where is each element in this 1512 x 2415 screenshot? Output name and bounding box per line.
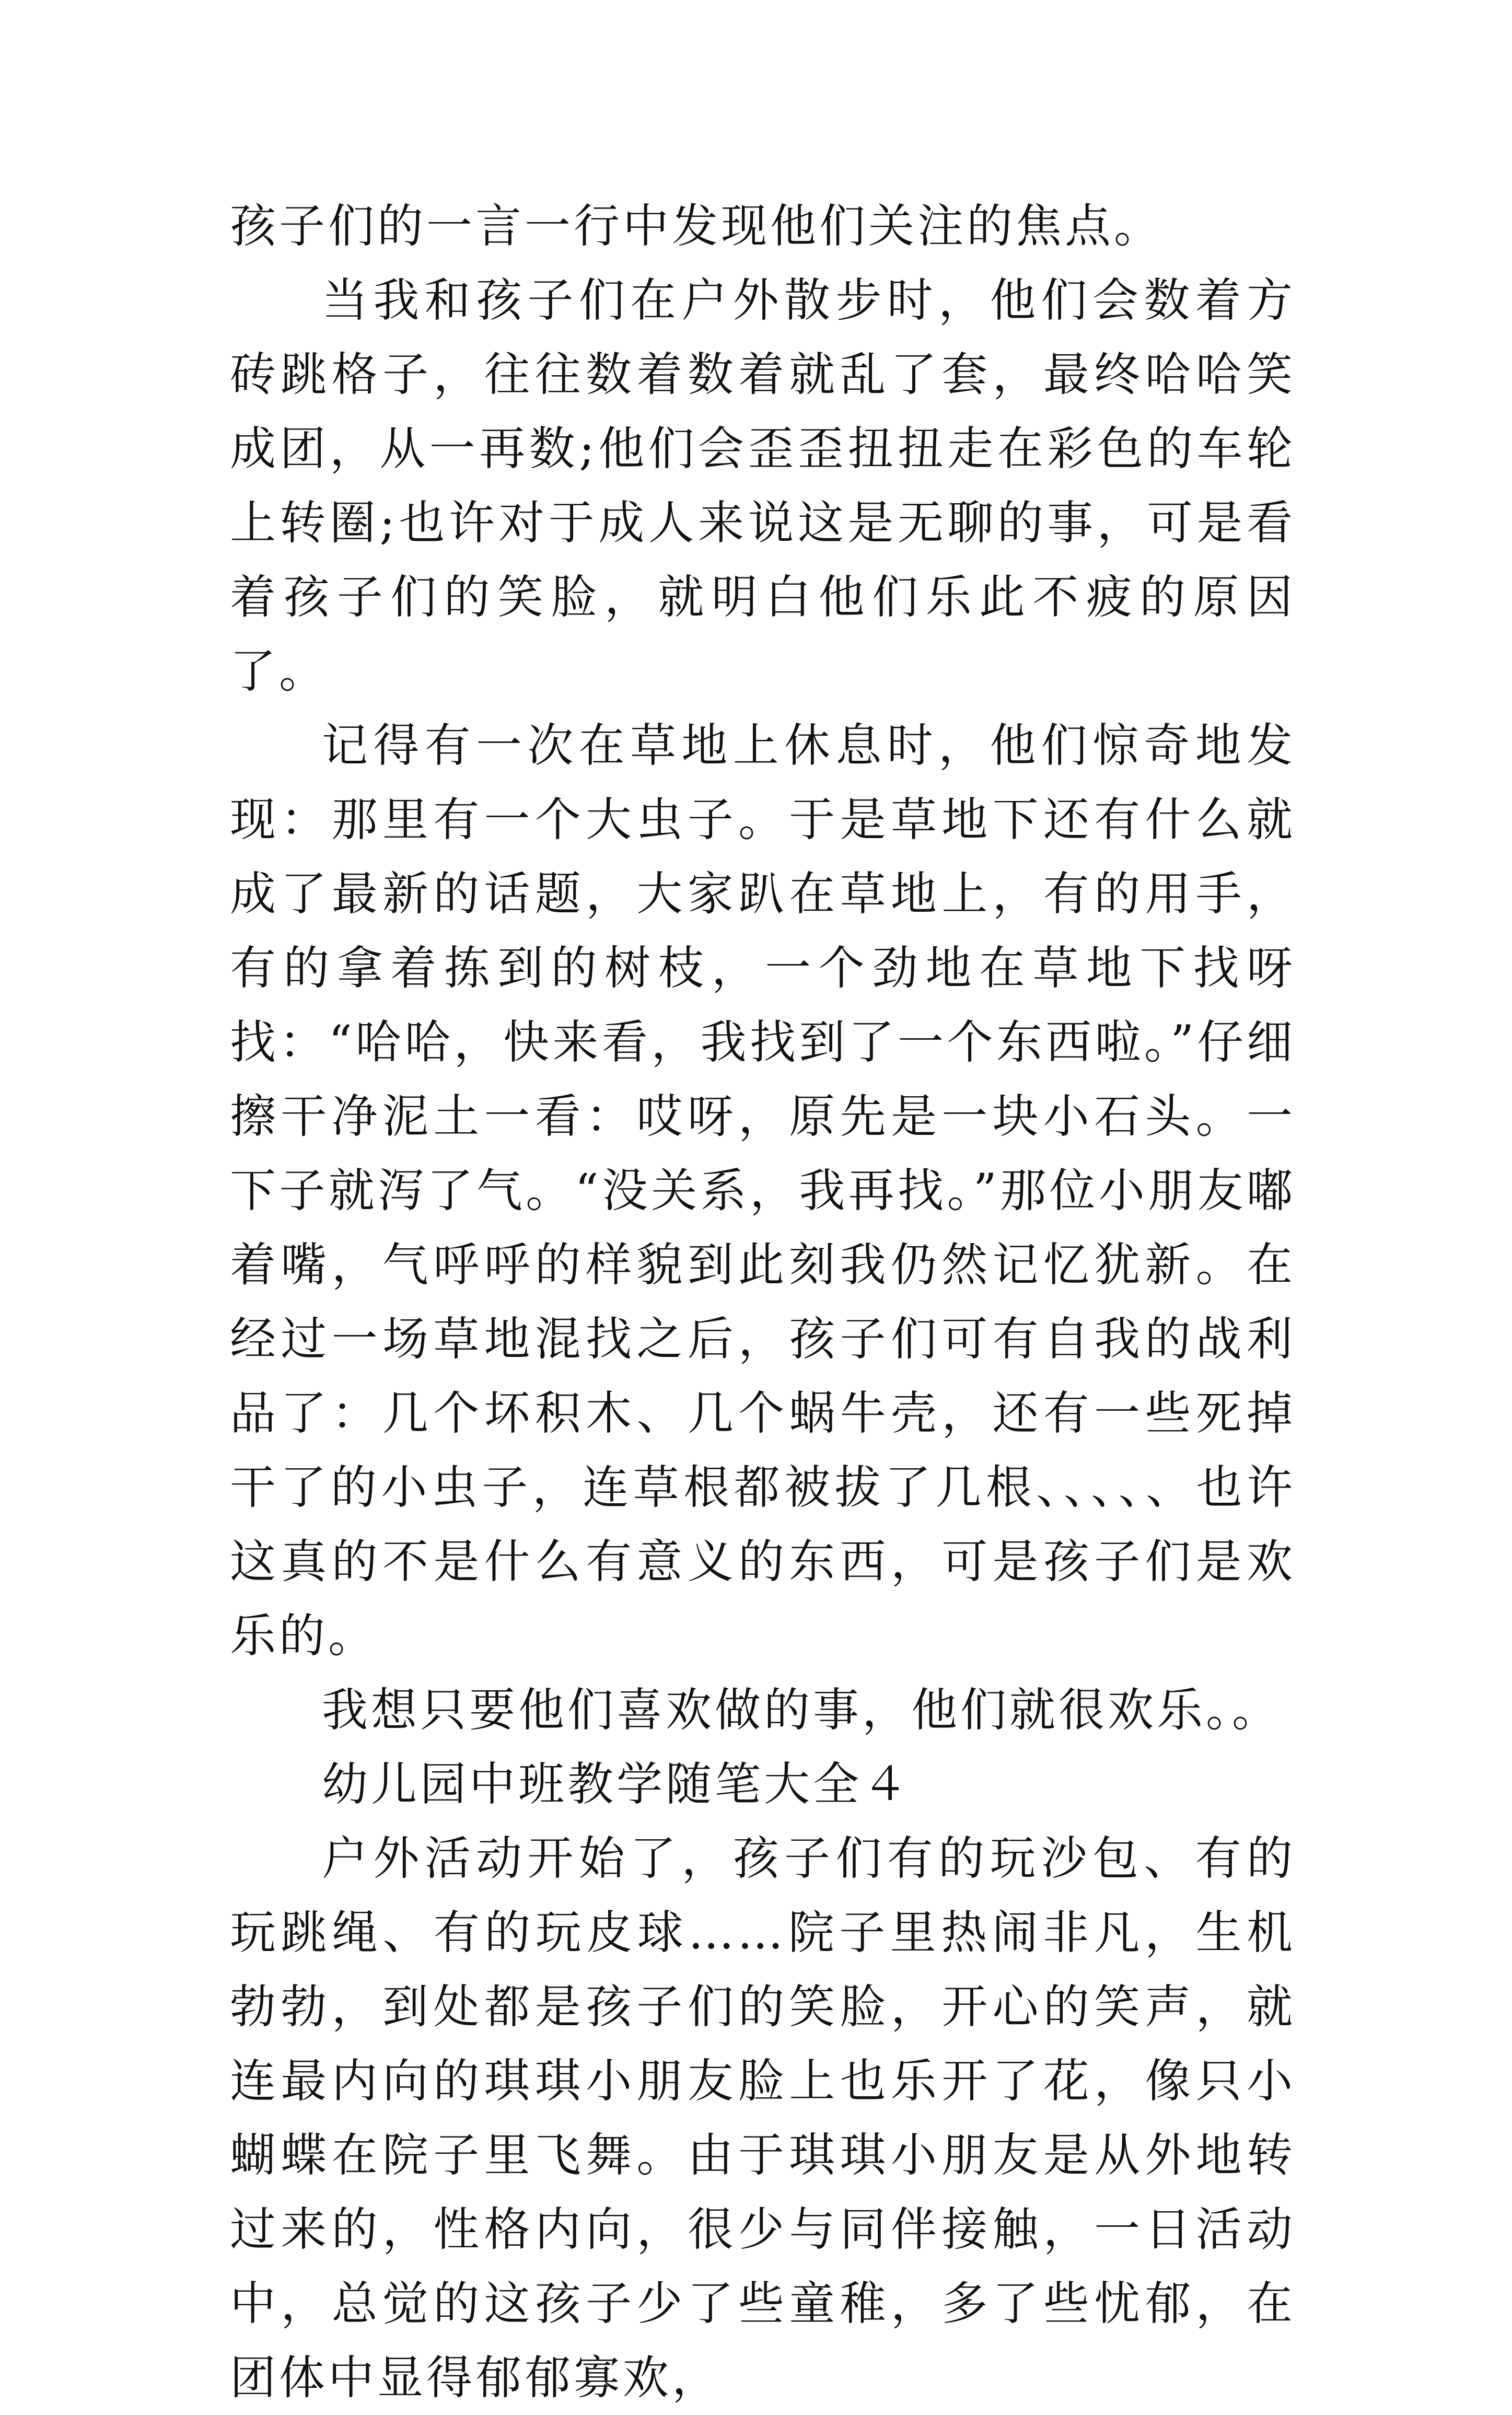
paragraph-1: 孩子们的一言一行中发现他们关注的焦点。 bbox=[230, 199, 1164, 253]
document-body bbox=[230, 189, 1296, 2415]
paragraph-2: 当我和孩子们在户外散步时，他们会数着方砖跳格子，往往数着数着就乱了套，最终哈哈笑成团，从一再数;他们会歪歪扭扭走在彩色的车轮上转圈;也许对于成人来说这是无聊的事，可是看着孩子们的笑脸，就明白他们乐此不疲的原因了。 bbox=[230, 273, 1296, 698]
paragraph-3: 记得有一次在草地上休息时，他们惊奇地发现：那里有一个大虫子。于是草地下还有什么就成了最新的话题，大家趴在草地上，有的用手，有的拿着拣到的树枝，一个劲地在草地下找呀找：“哈哈，快来看，我找到了一个东西啦。”仔细擦干净泥土一看：哎呀，原先是一块小石头。一下子就泻了气。“没关系，我再找。”那位小朋友嘟着嘴，气呼呼的样貌到此刻我仍然记忆犹新。在经过一场草地混找之后，孩子们可有自我的战利品了：几个坏积木、几个蜗牛壳，还有一些死掉干了的小虫子，连草根都被拔了几根、、、、、也许这真的不是什么有意义的东西，可是孩子们是欢乐的。 bbox=[230, 718, 1296, 1663]
paragraph-5: 户外活动开始了，孩子们有的玩沙包、有的玩跳绳、有的玩皮球……院子里热闹非凡，生机勃勃，到处都是孩子们的笑脸，开心的笑声，就连最内向的琪琪小朋友脸上也乐开了花，像只小蝴蝶在院子里飞舞。由于琪琪小朋友是从外地转过来的，性格内向，很少与同伴接触，一日活动中，总觉的这孩子少了些童稚，多了些忧郁，在团体中显得郁郁寡欢， bbox=[230, 1831, 1296, 2405]
section-heading: 幼儿园中班教学随笔大全４ bbox=[322, 1757, 912, 1811]
paragraph-4: 我想只要他们喜欢做的事，他们就很欢乐。。 bbox=[322, 1683, 1282, 1737]
